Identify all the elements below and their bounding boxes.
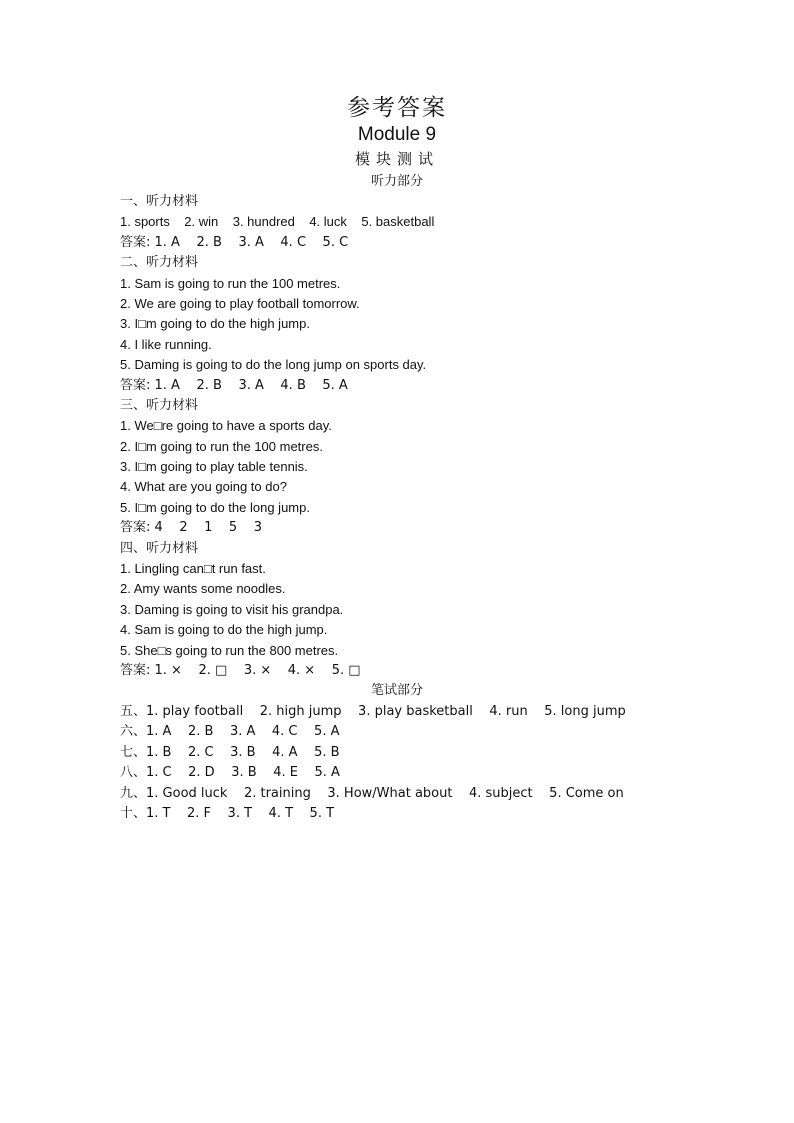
writing-answer-line: 六、1. A 2. B 3. A 4. C 5. A xyxy=(120,724,340,740)
writing-answer-line: 七、1. B 2. C 3. B 4. A 5. B xyxy=(120,744,340,760)
listening-line: 4. I like running. xyxy=(120,336,212,352)
listening-section-header: 听力部分 xyxy=(370,174,423,189)
listening-line: 2. Amy wants some noodles. xyxy=(120,581,286,597)
answer-line: 答案: 4 2 1 5 3 xyxy=(120,520,262,536)
listening-line: 5. She□s going to run the 800 metres. xyxy=(120,642,339,658)
listening-line: 5. Daming is going to do the long jump on sports day. xyxy=(120,357,427,373)
writing-answer-line: 五、1. play football 2. high jump 3. play basketball 4. run 5. long jump xyxy=(120,704,626,719)
listening-section xyxy=(120,192,740,681)
listening-line: 2. We are going to play football tomorrow. xyxy=(120,295,360,311)
module-heading: Module 9 xyxy=(357,124,437,145)
listening-line: 1. Sam is going to run the 100 metres. xyxy=(120,275,341,291)
listening-line: 4. What are you going to do? xyxy=(120,479,287,495)
listening-part-4-heading: 四、听力材料 xyxy=(120,540,199,556)
writing-section-header: 笔试部分 xyxy=(370,683,423,698)
listening-part-2-heading: 二、听力材料 xyxy=(120,255,199,271)
writing-answer-line: 九、1. Good luck 2. training 3. How/What about 4. subject 5. Come on xyxy=(120,785,624,801)
listening-part-1-heading: 一、听力材料 xyxy=(120,194,199,209)
listening-line: 2. I□m going to run the 100 metres. xyxy=(120,438,323,454)
listening-line: 1. We□re going to have a sports day. xyxy=(120,418,332,434)
listening-line: 1. Lingling can□t run fast. xyxy=(120,561,266,577)
listening-line: 3. I□m going to do the high jump. xyxy=(120,316,310,332)
answer-line: 答案: 1. × 2. □ 3. × 4. × 5. □ xyxy=(120,662,361,678)
answer-line: 答案: 1. A 2. B 3. A 4. C 5. C xyxy=(120,234,349,250)
listening-line: 3. I□m going to play table tennis. xyxy=(120,459,308,475)
listening-line: 3. Daming is going to visit his grandpa. xyxy=(120,601,344,617)
listening-line: 5. I□m going to do the long jump. xyxy=(120,499,310,515)
listening-line: 1. sports 2. win 3. hundred 4. luck 5. basketball xyxy=(120,214,435,230)
writing-section xyxy=(120,702,740,824)
module-test-subtitle: 模块测试 xyxy=(354,150,439,168)
listening-line: 4. Sam is going to do the high jump. xyxy=(120,622,328,638)
answer-line: 答案: 1. A 2. B 3. A 4. B 5. A xyxy=(120,377,348,393)
writing-answer-line: 八、1. C 2. D 3. B 4. E 5. A xyxy=(120,765,340,781)
writing-answer-line: 十、1. T 2. F 3. T 4. T 5. T xyxy=(120,805,335,821)
listening-part-3-heading: 三、听力材料 xyxy=(120,397,199,413)
page-title: 参考答案 xyxy=(347,95,447,121)
